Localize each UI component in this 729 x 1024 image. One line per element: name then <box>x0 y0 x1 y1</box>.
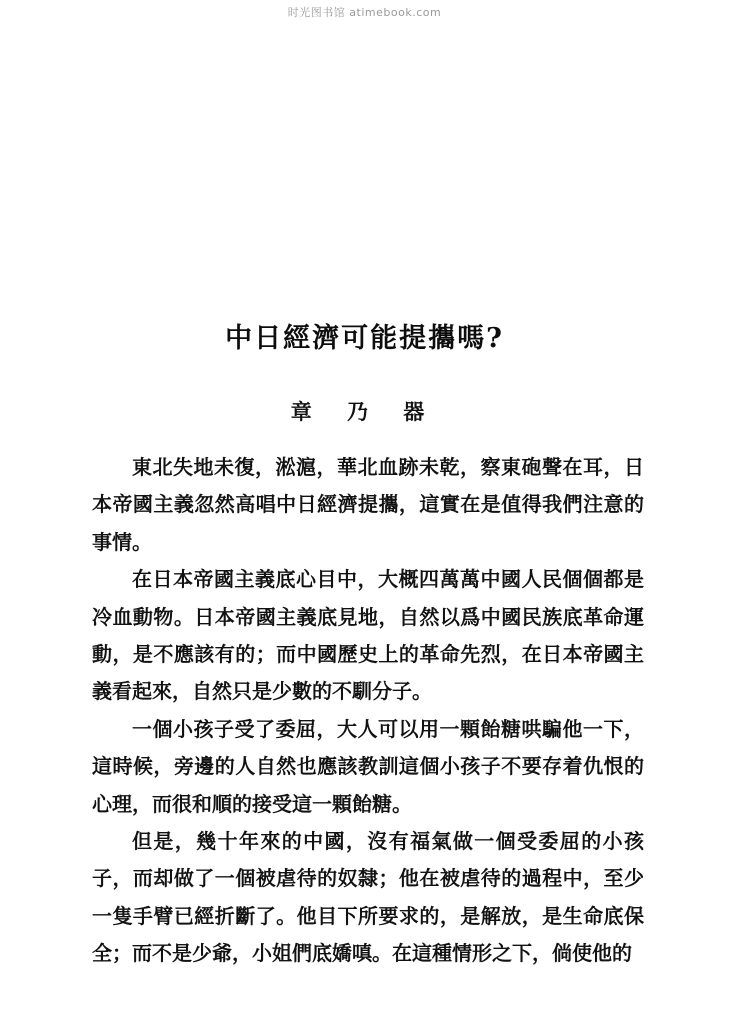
paragraph: 在日本帝國主義底心目中，大概四萬萬中國人民個個都是冷血動物。日本帝國主義底見地，自然以爲中國民族底革命運動，是不應該有的；而中國歷史上的革命先烈，在日本帝國主義看起來，自然只是少數的不馴分子。 <box>92 567 644 704</box>
paragraph: 一個小孩子受了委屈，大人可以用一顆飴糖哄騙他一下，這時候，旁邊的人自然也應該教訓這個小孩子不要存着仇恨的心理，而很和順的接受這一顆飴糖。 <box>92 716 644 816</box>
article-title: 中日經濟可能提攜嗎? <box>225 323 504 354</box>
article-body <box>92 449 644 973</box>
watermark-text: 时光图书馆 atimebook.com <box>287 6 442 19</box>
article-author: 章 乃 器 <box>290 399 439 424</box>
paragraph: 但是，幾十年來的中國，沒有福氣做一個受委屈的小孩子，而却做了一個被虐待的奴隸；他在被虐待的過程中，至少一隻手臂已經折斷了。他目下所要求的，是解放，是生命底保全；而不是少爺，小姐們底嬌嗔。在這種情形之下，倘使他的 <box>92 829 644 966</box>
paragraph: 東北失地未復，淞滬，華北血跡未乾，察東砲聲在耳，日本帝國主義忽然高唱中日經濟提攜，這實在是值得我們注意的事情。 <box>92 455 644 554</box>
